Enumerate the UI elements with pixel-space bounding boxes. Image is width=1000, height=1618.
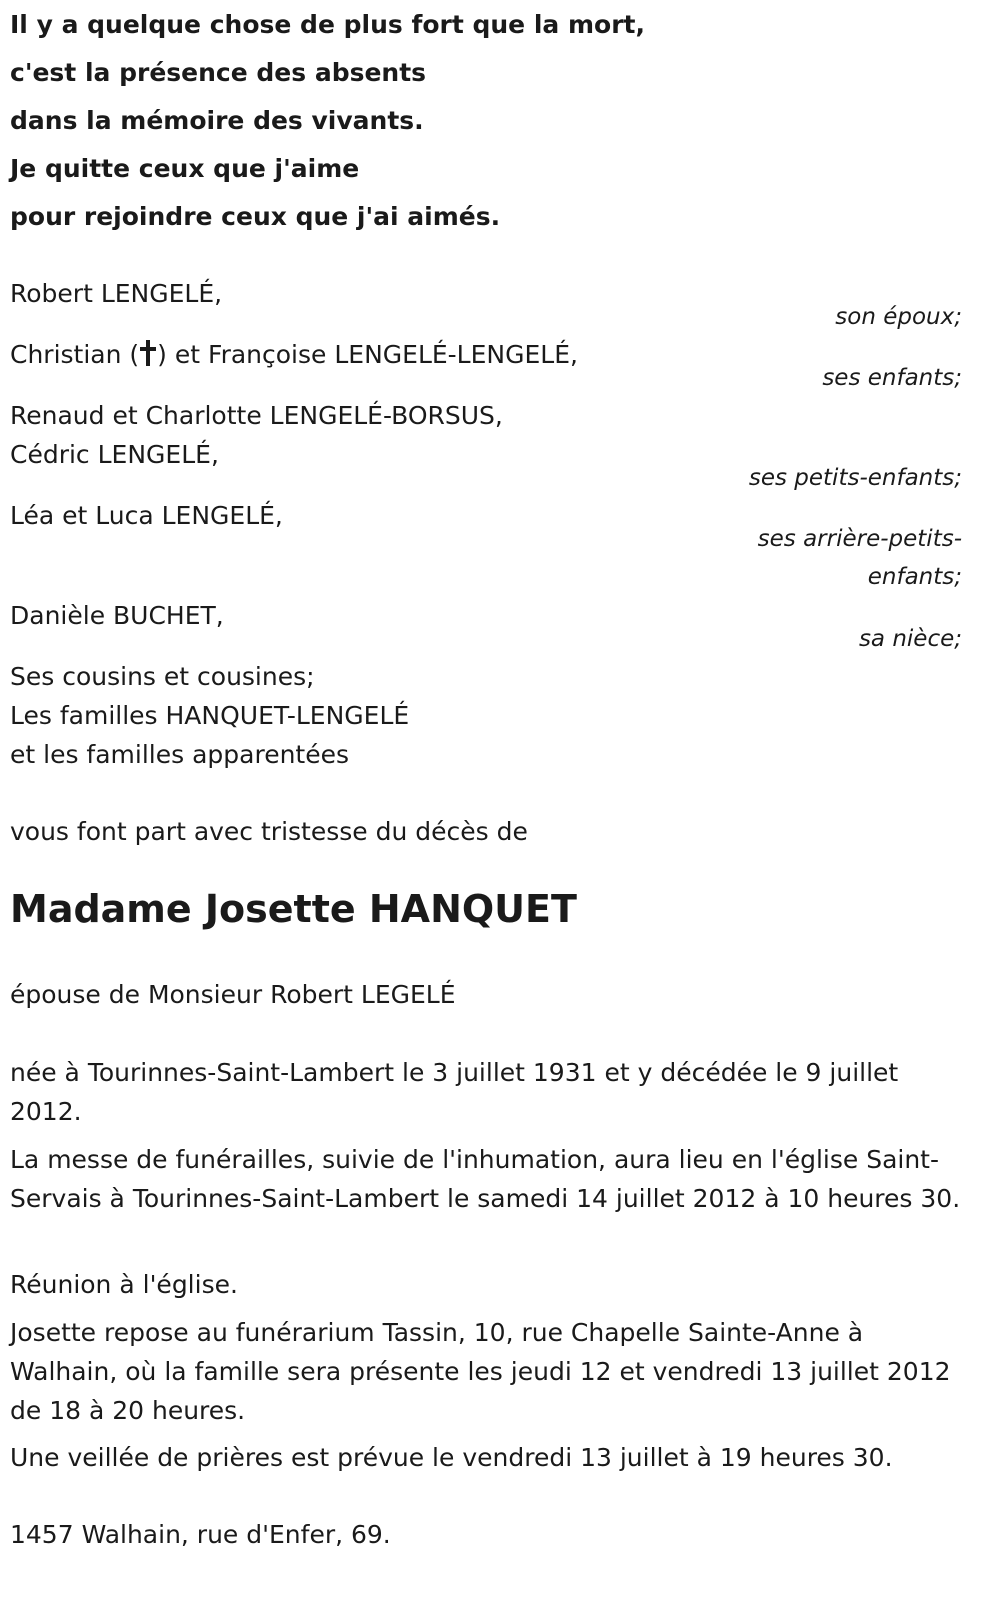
poem-line-5: pour rejoindre ceux que j'ai aimés. xyxy=(10,202,501,231)
children-name-part-1: Christian ( xyxy=(10,340,140,369)
children-role: ses enfants; xyxy=(822,365,962,391)
children-names xyxy=(10,335,578,375)
poem-line-3: dans la mémoire des vivants. xyxy=(10,106,424,135)
great-grandchildren-role-line-2: enfants; xyxy=(867,564,962,590)
announcement-text: vous font part avec tristesse du décès de xyxy=(10,817,528,846)
deceased-name-heading: Madame Josette HANQUET xyxy=(10,887,577,931)
spouse-line: épouse de Monsieur Robert LEGELÉ xyxy=(10,980,456,1009)
deceased-cross-icon xyxy=(139,340,157,366)
poem-line-1: Il y a quelque chose de plus fort que la mort, xyxy=(10,10,645,39)
prayer-vigil-paragraph: Une veillée de prières est prévue le vendredi 13 juillet à 19 heures 30. xyxy=(10,1443,893,1472)
niece-role: sa nièce; xyxy=(858,626,962,652)
address-line: 1457 Walhain, rue d'Enfer, 69. xyxy=(10,1520,391,1549)
reunion-paragraph: Réunion à l'église. xyxy=(10,1270,238,1299)
great-grandchildren-names: Léa et Luca LENGELÉ, xyxy=(10,501,283,530)
funeral-mass-paragraph: La messe de funérailles, suivie de l'inhumation, aura lieu en l'église Saint-Servais à Tourinnes-Saint-Lambert le samedi 14 juillet 2012 à 10 heures 30. xyxy=(10,1145,961,1213)
cousins-line: Ses cousins et cousines; xyxy=(10,662,315,691)
poem-line-2: c'est la présence des absents xyxy=(10,58,427,87)
grandchildren-line-2: Cédric LENGELÉ, xyxy=(10,440,219,469)
poem-line-4: Je quitte ceux que j'aime xyxy=(10,154,360,183)
funerarium-paragraph: Josette repose au funérarium Tassin, 10, rue Chapelle Sainte-Anne à Walhain, où la famille sera présente les jeudi 12 et vendredi 13 juillet 2012 de 18 à 20 heures. xyxy=(10,1318,951,1425)
husband-name: Robert LENGELÉ, xyxy=(10,279,223,308)
grandchildren-role: ses petits-enfants; xyxy=(748,465,962,491)
families-line-2: et les familles apparentées xyxy=(10,740,350,769)
husband-role: son époux; xyxy=(835,304,962,330)
grandchildren-line-1: Renaud et Charlotte LENGELÉ-BORSUS, xyxy=(10,401,503,430)
families-line-1: Les familles HANQUET-LENGELÉ xyxy=(10,701,410,730)
birth-death-paragraph: née à Tourinnes-Saint-Lambert le 3 juillet 1931 et y décédée le 9 juillet 2012. xyxy=(10,1058,899,1126)
children-name-part-2: ) et Françoise LENGELÉ-LENGELÉ, xyxy=(157,340,578,369)
great-grandchildren-role-line-1: ses arrière-petits- xyxy=(757,526,962,552)
niece-name: Danièle BUCHET, xyxy=(10,601,224,630)
